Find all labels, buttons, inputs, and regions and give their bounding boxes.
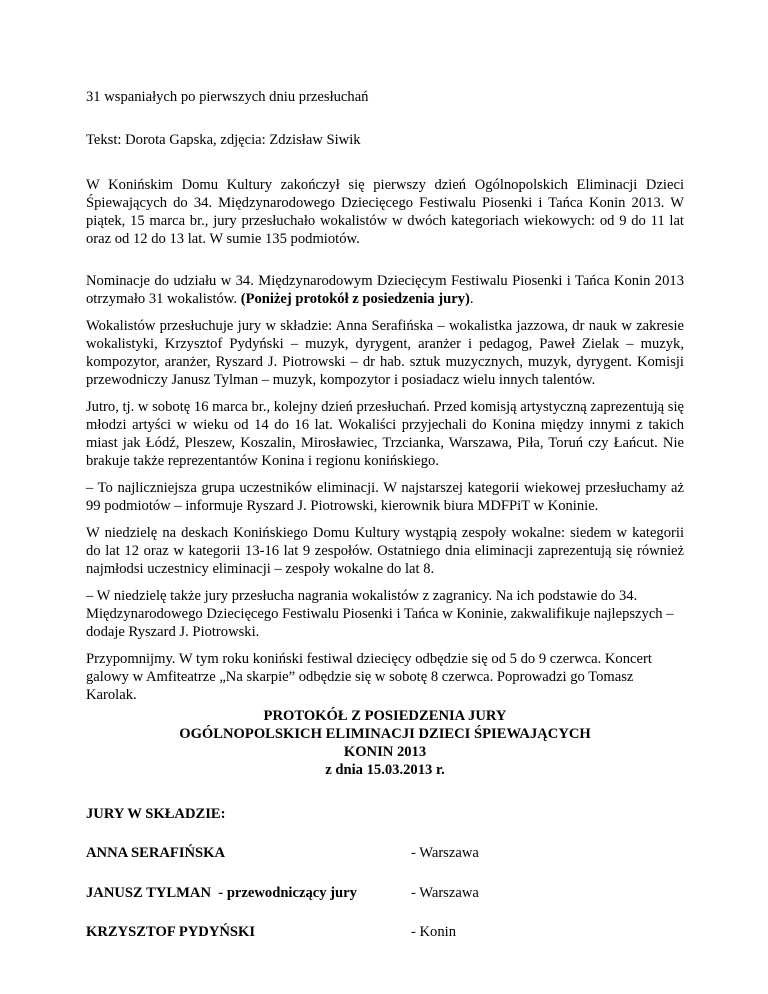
nominations-text: Nominacje do udziału w 34. Międzynarodowym Dziecięcym Festiwalu Piosenki i Tańca Konin 2013 otrzymało 31 wokalistów.	[86, 273, 684, 307]
jury-member-name: KRZYSZTOF PYDYŃSKI	[86, 924, 256, 940]
jury-member-name: JANUSZ TYLMAN - przewodniczący jury	[86, 885, 357, 901]
jury-member-row	[86, 884, 684, 902]
jury-member-name: ANNA SERAFIŃSKA	[86, 845, 226, 861]
paragraph-quote-largest-group: – To najliczniejsza grupa uczestników eliminacji. W najstarszej kategorii wiekowej przesłuchamy aż 99 podmiotów – informuje Ryszard J. Piotrowski, kierownik biura MDFPiT w Koninie.	[86, 480, 684, 514]
paragraph-jury-composition: Wokalistów przesłuchuje jury w składzie: Anna Serafińska – wokalistka jazzowa, dr nauk w zakresie wokalistyki, Krzysztof Pydyński – muzyk, dyrygent, aranżer i pedagog, Paweł Zielak – muzyk, kompozytor, aranżer, Ryszard J. Piotrowski – dr hab. sztuk muzycznych, muzyk, dyrygent. Komisji przewodniczy Janusz Tylman – muzyk, kompozytor i posiadacz wielu innych talentów.	[86, 318, 684, 388]
protocol-note: (Poniżej protokół z posiedzenia jury)	[240, 291, 470, 307]
article-headline: 31 wspaniałych po pierwszych dniu przesłuchań	[86, 89, 369, 105]
paragraph-nominations	[86, 272, 684, 308]
article-byline: Tekst: Dorota Gapska, zdjęcia: Zdzisław Siwik	[86, 132, 361, 148]
jury-member-row	[86, 923, 684, 941]
jury-member-row	[86, 844, 684, 862]
paragraph-reminder: Przypomnijmy. W tym roku koniński festiwal dziecięcy odbędzie się od 5 do 9 czerwca. Koncert galowy w Amfiteatrze „Na skarpie” odbędzie się w sobotę 8 czerwca. Poprowadzi go Tomasz Karolak.	[86, 651, 652, 703]
protocol-title-block	[86, 707, 684, 779]
jury-member-city: - Konin	[411, 924, 456, 940]
paragraph-tomorrow: Jutro, tj. w sobotę 16 marca br., kolejny dzień przesłuchań. Przed komisją artystyczną zaprezentują się młodzi artyści w wieku od 14 do 16 lat. Wokaliści przyjechali do Konina między innymi z takich miast jak Łódź, Pleszew, Koszalin, Mirosławiec, Trzcianka, Warszawa, Piła, Toruń czy Łańcut. Nie brakuje także reprezentantów Konina i regionu konińskiego.	[86, 399, 684, 469]
paragraph-sunday-ensembles: W niedzielę na deskach Konińskiego Domu Kultury wystąpią zespoły wokalne: siedem w kategorii do lat 12 oraz w kategorii 13-16 lat 9 zespołów. Ostatniego dnia eliminacji zaprezentują się również najmłodsi uczestnicy eliminacji – zespoły wokalne do lat 8.	[86, 525, 684, 577]
protocol-title-line-2: OGÓLNOPOLSKICH ELIMINACJI DZIECI ŚPIEWAJĄCYCH	[179, 726, 591, 742]
protocol-title-line-1: PROTOKÓŁ Z POSIEDZENIA JURY	[263, 708, 507, 724]
protocol-note-suffix: .	[469, 291, 474, 307]
jury-heading: JURY W SKŁADZIE:	[86, 806, 226, 822]
paragraph-foreign-recordings: – W niedzielę także jury przesłucha nagrania wokalistów z zagranicy. Na ich podstawie do 34. Międzynarodowego Dziecięcego Festiwalu Piosenki i Tańca w Koninie, zakwalifikuje najlepszych – dodaje Ryszard J. Piotrowski.	[86, 588, 674, 640]
protocol-title-line-3: KONIN 2013	[343, 744, 427, 760]
paragraph-intro: W Konińskim Domu Kultury zakończył się pierwszy dzień Ogólnopolskich Eliminacji Dzieci Śpiewających do 34. Międzynarodowego Dziecięcego Festiwalu Piosenki i Tańca Konin 2013. W piątek, 15 marca br., jury przesłuchało wokalistów w dwóch kategoriach wiekowych: od 9 do 11 lat oraz od 12 do 13 lat. W sumie 135 podmiotów.	[86, 177, 684, 247]
document-body	[86, 76, 684, 941]
jury-member-city: - Warszawa	[411, 845, 479, 861]
protocol-date: z dnia 15.03.2013 r.	[325, 762, 445, 778]
jury-member-city: - Warszawa	[411, 885, 479, 901]
